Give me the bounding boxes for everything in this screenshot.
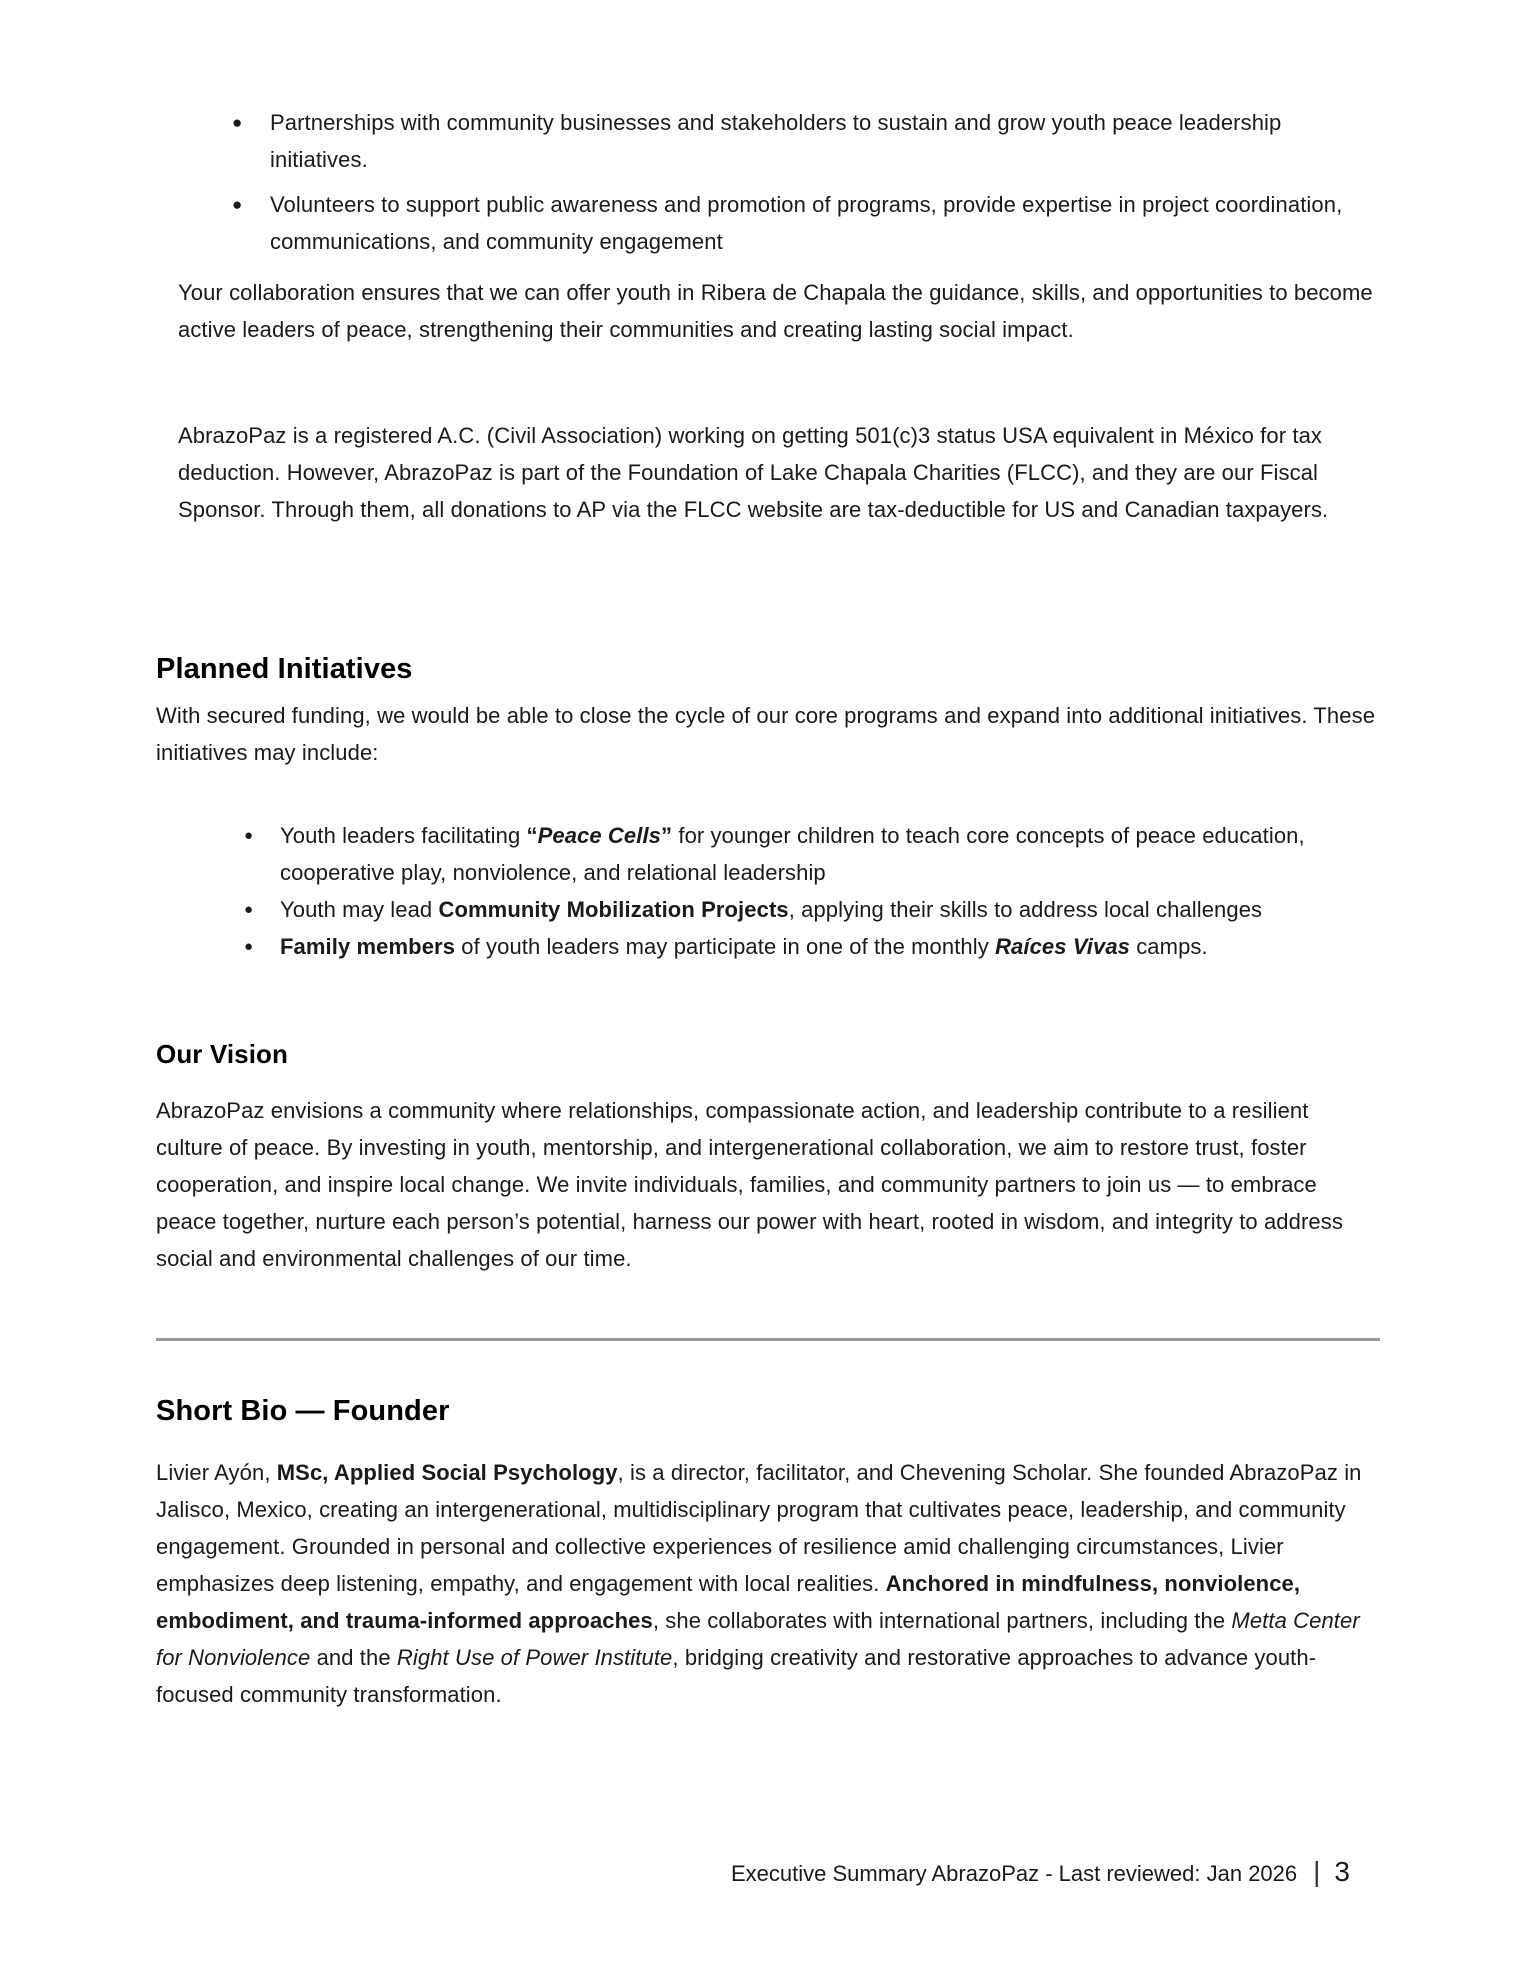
list-item-text: Volunteers to support public awareness and promotion of programs, provide expertise in project coordination, communications, and community engagement	[270, 192, 1343, 254]
our-vision-heading: Our Vision	[156, 1039, 288, 1069]
list-item-text: Youth may lead Community Mobilization Projects, applying their skills to address local challenges	[280, 897, 1263, 922]
list-item-text: Partnerships with community businesses and stakeholders to sustain and grow youth peace leadership initiatives.	[270, 110, 1282, 172]
bullet-icon: ●	[244, 901, 254, 918]
page-footer	[731, 1853, 1350, 1892]
bullet-icon: ●	[244, 938, 254, 955]
list-item-text: Youth leaders facilitating “Peace Cells” for younger children to teach core concepts of peace education, cooperative play, nonviolence, and relational leadership	[280, 823, 1305, 885]
section-divider	[156, 1338, 1380, 1341]
collaboration-paragraph: Your collaboration ensures that we can offer youth in Ribera de Chapala the guidance, skills, and opportunities to become active leaders of peace, strengthening their communities and creating lasting social impact.	[178, 280, 1373, 342]
bullet-icon: ●	[244, 827, 254, 844]
list-item	[244, 928, 1384, 965]
list-item-text: Family members of youth leaders may participate in one of the monthly Raíces Vivas camps.	[280, 934, 1208, 959]
founder-bio-paragraph: Livier Ayón, MSc, Applied Social Psychology, is a director, facilitator, and Chevening Scholar. She founded AbrazoPaz in Jalisco, Mexico, creating an intergenerational, multidisciplinary program that cultivates peace, leadership, and community engagement. Grounded in personal and collective experiences of resilience amid challenging circumstances, Livier emphasizes deep listening, empathy, and engagement with local realities. Anchored in mindfulness, nonviolence, embodiment, and trauma-informed approaches, she collaborates with international partners, including the Metta Center for Nonviolence and the Right Use of Power Institute, bridging creativity and restorative approaches to advance youth-focused community transformation.	[156, 1460, 1362, 1707]
list-item	[244, 817, 1384, 891]
our-vision-paragraph: AbrazoPaz envisions a community where relationships, compassionate action, and leadership contribute to a resilient culture of peace. By investing in youth, mentorship, and intergenerational collaboration, we aim to restore trust, foster cooperation, and inspire local change. We invite individuals, families, and community partners to join us — to embrace peace together, nurture each person’s potential, harness our power with heart, rooted in wisdom, and integrity to address social and environmental challenges of our time.	[156, 1098, 1343, 1271]
bullet-icon: ●	[232, 195, 243, 214]
bullet-icon: ●	[232, 113, 243, 132]
footer-text: Executive Summary AbrazoPaz - Last reviewed: Jan 2026	[730, 1861, 1298, 1886]
support-needs-bullet-list	[232, 104, 1382, 260]
planned-initiatives-heading: Planned Initiatives	[156, 653, 413, 685]
fiscal-sponsor-paragraph: AbrazoPaz is a registered A.C. (Civil Association) working on getting 501(c)3 status USA equivalent in México for tax deduction. However, AbrazoPaz is part of the Foundation of Lake Chapala Charities (FLCC), and they are our Fiscal Sponsor. Through them, all donations to AP via the FLCC website are tax-deductible for US and Canadian taxpayers.	[178, 423, 1329, 522]
short-bio-heading: Short Bio — Founder	[156, 1395, 450, 1427]
footer-separator: |	[1313, 1856, 1321, 1887]
list-item	[232, 104, 1382, 178]
planned-initiatives-bullet-list	[244, 817, 1384, 965]
page-number: 3	[1334, 1856, 1350, 1887]
list-item	[244, 891, 1384, 928]
planned-initiatives-intro: With secured funding, we would be able to close the cycle of our core programs and expand into additional initiatives. These initiatives may include:	[156, 703, 1376, 765]
list-item	[232, 186, 1382, 260]
